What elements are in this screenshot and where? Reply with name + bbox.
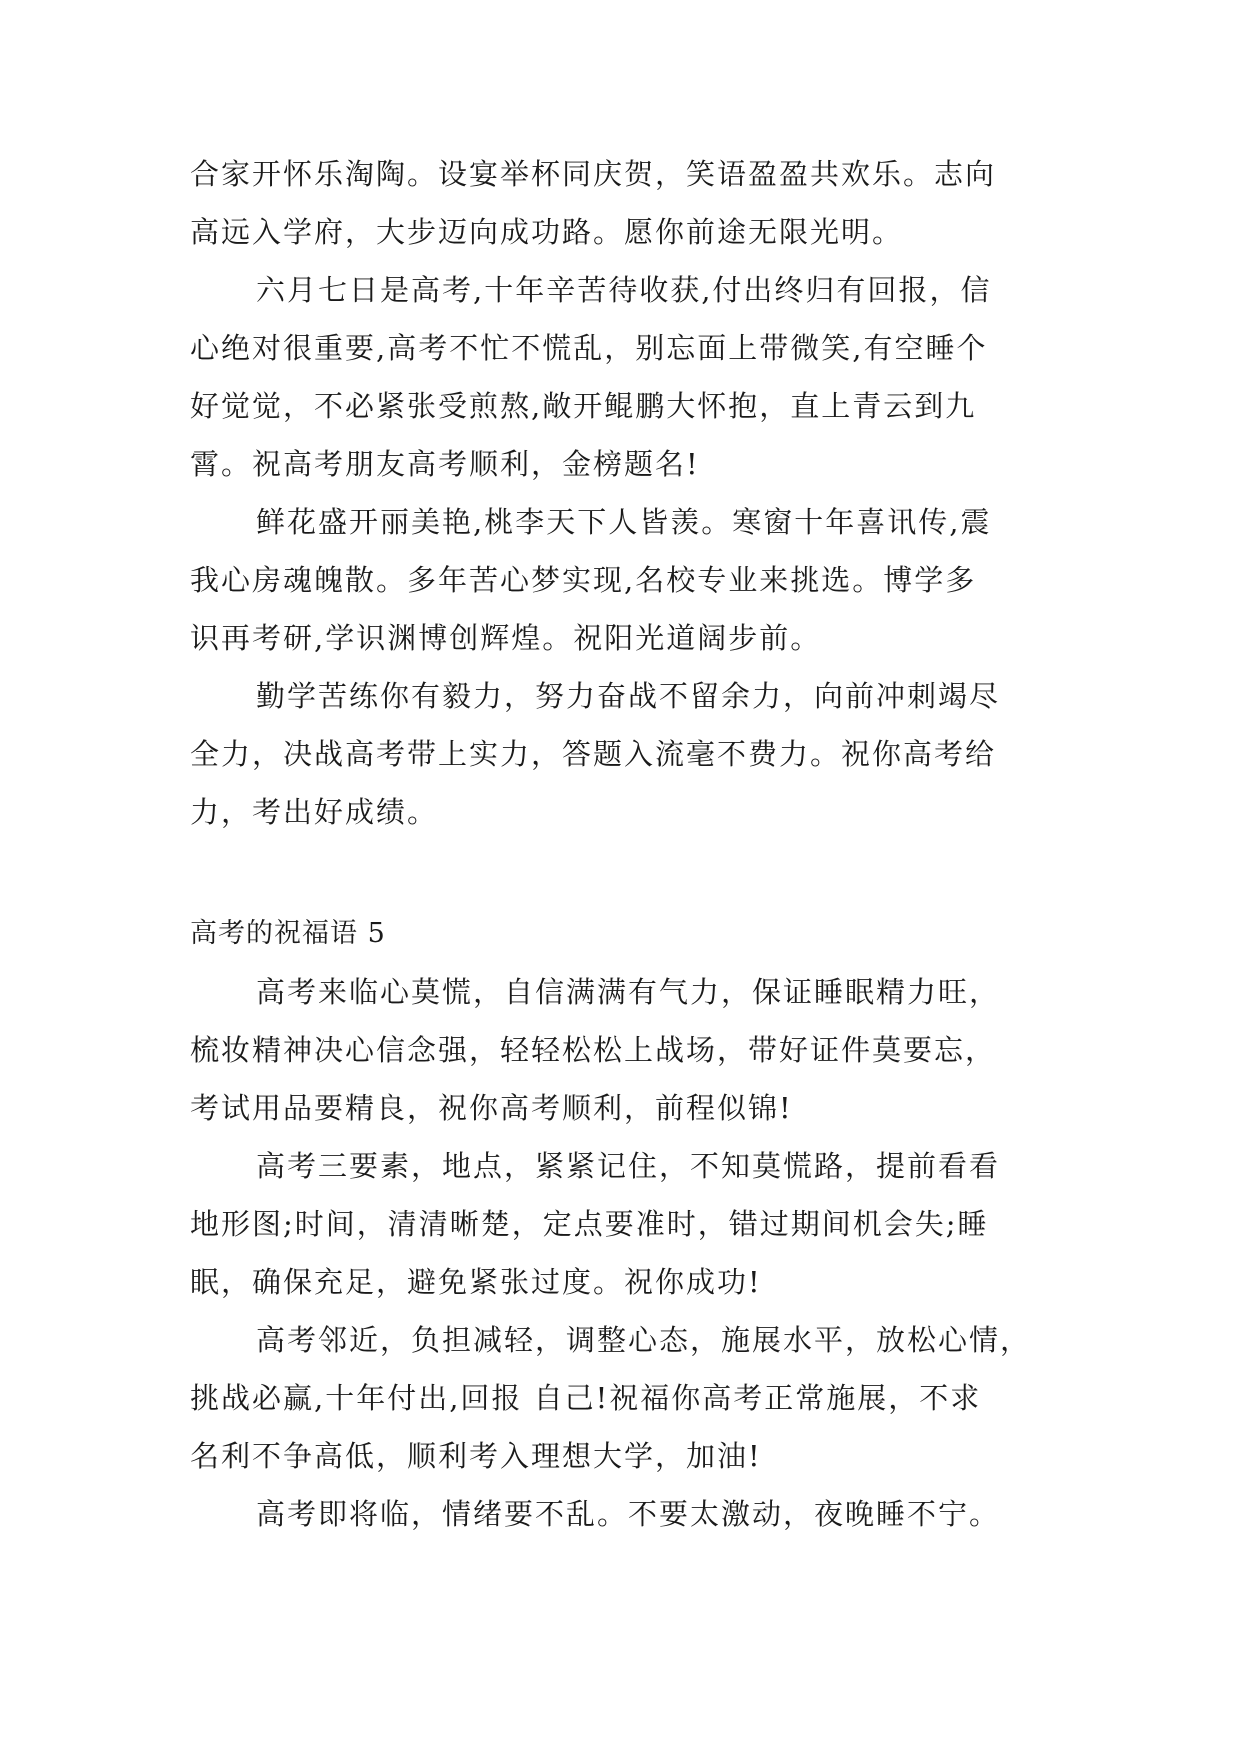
paragraph-line: 力，考出好成绩。 (190, 795, 439, 829)
paragraph-line: 识再考研,学识渊博创辉煌。祝阳光道阔步前。 (190, 621, 822, 655)
paragraph-line: 高考即将临，情绪要不乱。不要太激动，夜晚睡不宁。 (256, 1497, 1001, 1531)
paragraph-line: 心绝对很重要,高考不忙不慌乱，别忘面上带微笑,有空睡个 (190, 331, 988, 365)
paragraph-line: 合家开怀乐淘陶。设宴举杯同庆贺，笑语盈盈共欢乐。志向 (190, 157, 997, 191)
paragraph-line: 鲜花盛开丽美艳,桃李天下人皆羡。寒窗十年喜讯传,震 (256, 505, 992, 539)
paragraph-line: 地形图;时间，清清晰楚，定点要准时，错过期间机会失;睡 (190, 1207, 989, 1241)
paragraph-line: 全力，决战高考带上实力，答题入流毫不费力。祝你高考给 (190, 737, 997, 771)
paragraph-line: 挑战必赢,十年付出,回报 自己!祝福你高考正常施展，不求 (190, 1381, 982, 1415)
paragraph-line: 六月七日是高考,十年辛苦待收获,付出终归有回报，信 (256, 273, 992, 307)
paragraph-line: 梳妆精神决心信念强，轻轻松松上战场，带好证件莫要忘， (190, 1033, 997, 1067)
paragraph-line: 高考三要素，地点，紧紧记住，不知莫慌路，提前看看 (256, 1149, 1001, 1183)
paragraph-line: 高考来临心莫慌，自信满满有气力，保证睡眠精力旺， (256, 975, 1001, 1009)
paragraph-line: 考试用品要精良，祝你高考顺利，前程似锦! (190, 1091, 793, 1125)
paragraph-line: 名利不争高低，顺利考入理想大学，加油! (190, 1439, 762, 1473)
paragraph-line: 高远入学府，大步迈向成功路。愿你前途无限光明。 (190, 215, 904, 249)
section-heading: 高考的祝福语 5 (190, 918, 386, 949)
paragraph-line: 眠，确保充足，避免紧张过度。祝你成功! (190, 1265, 762, 1299)
paragraph-line: 我心房魂魄散。多年苦心梦实现,名校专业来挑选。博学多 (190, 563, 977, 597)
paragraph-line: 霄。祝高考朋友高考顺利，金榜题名! (190, 447, 700, 481)
paragraph-line: 好觉觉，不必紧张受煎熬,敞开鲲鹏大怀抱，直上青云到九 (190, 389, 977, 423)
paragraph-line: 勤学苦练你有毅力，努力奋战不留余力，向前冲刺竭尽 (256, 679, 1001, 713)
paragraph-line: 高考邻近，负担减轻，调整心态，施展水平，放松心情， (256, 1323, 1032, 1357)
